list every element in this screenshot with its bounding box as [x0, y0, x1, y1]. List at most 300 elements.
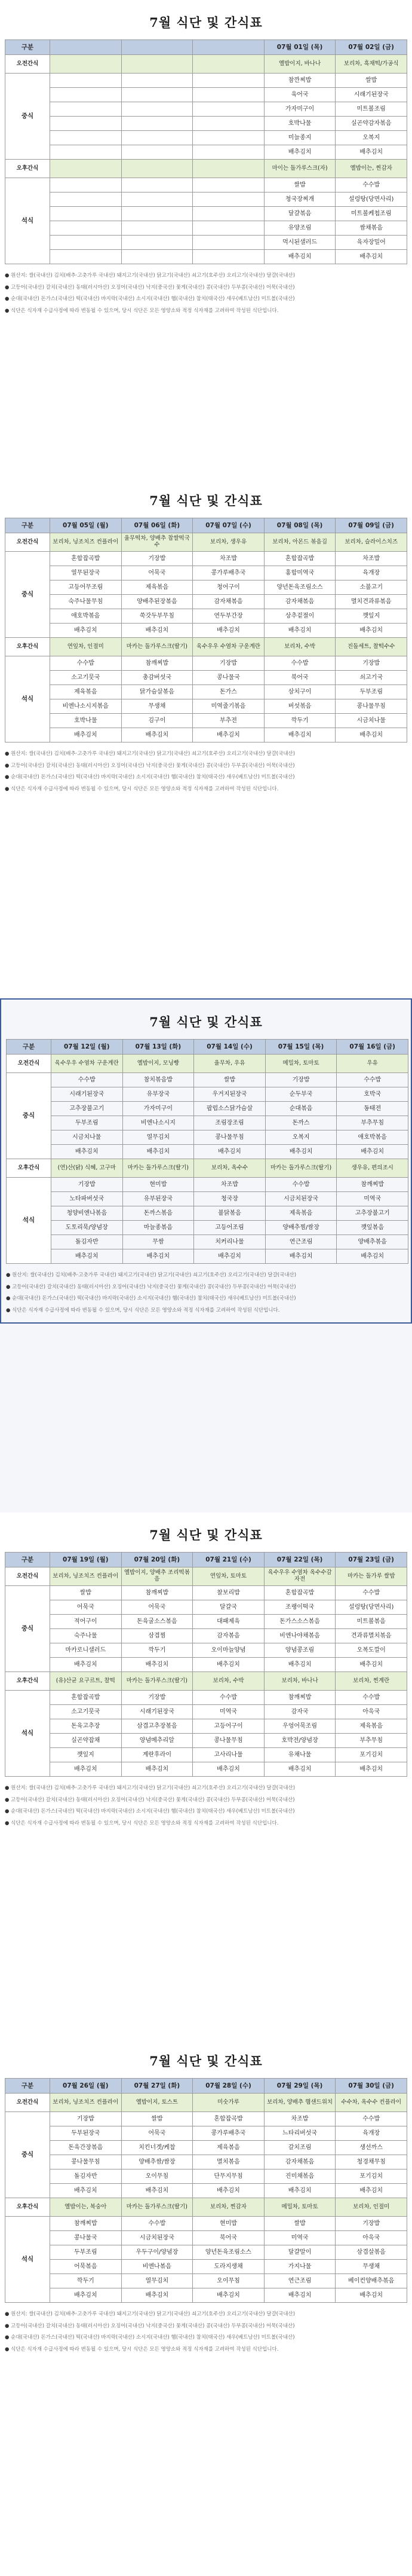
dish-cell: 기장밥: [50, 2112, 122, 2126]
bullet-icon: ●: [5, 307, 11, 314]
day-header: 07월 12일 (월): [51, 1040, 123, 1055]
dish-cell: 유양조림: [264, 221, 336, 236]
dish-cell: 포기김치: [336, 1748, 407, 1762]
dish-cell: 우두구이/양념장: [121, 2245, 193, 2260]
dish-cell: 깻잎볶음: [337, 1221, 408, 1235]
day-header: 07월 27일 (화): [121, 2079, 193, 2094]
dish-cell: 시래기된장국: [121, 1705, 193, 1719]
dinner-row: [5, 1748, 407, 1762]
dinner-row: [5, 1691, 407, 1705]
am-snack: [5, 1567, 407, 1586]
snack-cell: (연)산(닭) 식혜, 고구마: [51, 1159, 123, 1178]
lunch-row: [5, 566, 407, 580]
dish-cell: 비엔나볶음: [121, 2260, 193, 2274]
day-header: 07월 15일 (목): [265, 1040, 337, 1055]
dish-cell: 도라지생채: [193, 2260, 265, 2274]
dish-cell: 혼합잡곡밥: [50, 1691, 122, 1705]
dish-cell: 고추장불고기: [337, 1206, 408, 1221]
dish-cell: 수수밥: [336, 178, 407, 192]
dinner-row: [7, 1221, 408, 1235]
dish-cell: 고추장불고기: [51, 1102, 123, 1116]
header-label: 구분: [5, 40, 50, 55]
dish-cell: 배추김치: [51, 1249, 123, 1264]
dish-cell: 감자볶음: [193, 1629, 265, 1643]
bullet-icon: ●: [6, 1307, 13, 1313]
dish-cell: 치킨너겟/케찹: [121, 2141, 193, 2155]
lunch-row: [5, 1629, 407, 1643]
dish-cell: 돈육간장볶음: [50, 2141, 122, 2155]
dinner-row: [7, 1206, 408, 1221]
dish-cell: [193, 221, 265, 236]
dish-cell: 배추김치: [264, 624, 336, 638]
lunch-row: [5, 145, 407, 160]
snack-cell: 보리차, 찐감자: [193, 2198, 265, 2217]
dish-cell: 시금치된장국: [121, 2231, 193, 2245]
dish-cell: 비엔나야채볶음: [264, 1629, 336, 1643]
dish-cell: [193, 178, 265, 192]
dinner-row: [5, 250, 407, 264]
dish-cell: 호박나물: [50, 714, 122, 728]
origin-notes: [6, 1270, 408, 1316]
dish-cell: 숙주나물무침: [50, 595, 122, 609]
snack-cell: 미숫가루: [193, 2094, 265, 2112]
header-row: [5, 2079, 407, 2094]
dish-cell: 고등어조림: [194, 1221, 266, 1235]
dish-cell: 수수밥: [337, 1073, 408, 1087]
week-title: 7월 식단 및 간식표: [149, 493, 263, 508]
lunch-row: [7, 1087, 408, 1102]
header-label: 구분: [5, 2079, 50, 2094]
snack-cell: 옐밥이는, 복숭아: [50, 2198, 122, 2217]
bullet-icon: ●: [5, 2346, 11, 2352]
note-text: 고등어(국내산) 갈치(국내산) 동태(러시아산) 오징어(국내산) 낙지(중국산) 꽃게(국내산) 콩(국내산) 두부콩(국내산) 어묵(국내산): [11, 2323, 295, 2329]
dish-cell: 조랭이떡국: [264, 1600, 336, 1615]
lunch-row: [7, 1102, 408, 1116]
week-section: [0, 2039, 412, 2565]
am-snack: [7, 1055, 408, 1073]
header-label: 구분: [7, 1040, 51, 1055]
dish-cell: 청국장찌개: [264, 192, 336, 207]
note-line: [5, 2321, 407, 2333]
dish-cell: 제육볶음: [121, 580, 193, 595]
pm-snack-label: 오후간식: [5, 160, 50, 178]
dish-cell: 콩가루배추국: [193, 2126, 265, 2141]
dish-cell: 미역줄기볶음: [193, 699, 265, 714]
dish-cell: 북어국: [193, 2231, 265, 2245]
dish-cell: 갈치조림: [264, 2141, 336, 2155]
snack-cell: 보리차, 닝조치즈 컨플라이: [50, 2094, 122, 2112]
day-header: 07월 01일 (목): [264, 40, 336, 55]
dish-cell: 연근조림: [264, 2274, 336, 2288]
dish-cell: 차조밥: [193, 552, 265, 566]
lunch-label: 중식: [5, 552, 50, 638]
dish-cell: [121, 102, 193, 117]
dish-cell: 달걀말이: [264, 2245, 336, 2260]
am-snack-label: 오전간식: [5, 2094, 50, 2112]
dish-cell: 설렁탕(당면사리): [336, 1600, 407, 1615]
dish-cell: 어묵국: [121, 566, 193, 580]
snack-cell: [193, 160, 265, 178]
dish-cell: 비엔나소시지: [122, 1116, 194, 1130]
dish-cell: 소고기뭇국: [50, 1705, 122, 1719]
dish-cell: 제육볶음: [336, 1719, 407, 1734]
dish-cell: [193, 236, 265, 250]
dish-cell: 마늘종볶음: [122, 1221, 194, 1235]
lunch-label: 중식: [5, 1586, 50, 1672]
dish-cell: 양배추찜/쌈장: [265, 1221, 337, 1235]
dish-cell: 배추김치: [121, 728, 193, 742]
snack-cell: 수수차, 옥수수 컨플라이: [336, 2094, 407, 2112]
snack-cell: [121, 55, 193, 74]
dish-cell: 배추김치: [51, 1145, 123, 1159]
dish-cell: 배추김치: [122, 1249, 194, 1264]
dish-cell: 미늘종지: [264, 131, 336, 145]
dish-cell: 배추김치: [193, 624, 265, 638]
bullet-icon: ●: [5, 762, 11, 769]
dish-cell: 팝럽소스닭가슴살: [194, 1102, 266, 1116]
dish-cell: 수수밥: [265, 1178, 337, 1192]
dish-cell: 호박나물: [264, 117, 336, 131]
dish-cell: 배추김치: [336, 250, 407, 264]
menu-table: [5, 2078, 407, 2303]
lunch-row: [5, 1586, 407, 1600]
dish-cell: 미역국: [193, 1705, 265, 1719]
dish-cell: 배추김치: [336, 1762, 407, 1777]
dish-cell: 달걀볶음: [264, 207, 336, 221]
bullet-icon: ●: [5, 2334, 11, 2341]
week-title: 7월 식단 및 간식표: [149, 1014, 263, 1029]
bullet-icon: ●: [5, 786, 11, 792]
dish-cell: 양년돈육조림소스: [193, 2245, 265, 2260]
dinner-row: [5, 2231, 407, 2245]
dish-cell: [50, 117, 122, 131]
note-text: 원산지: 쌀(국내산) 김치(배추·고춧가루 국내산) 돼지고기(국내산) 닭고기(국내산) 쇠고기(호주산) 오리고기(국내산) 달걀(국내산): [12, 1272, 297, 1278]
dish-cell: 시금치나물: [51, 1130, 123, 1145]
dish-cell: 오복지: [336, 131, 407, 145]
dish-cell: 참깨찌밥: [264, 1691, 336, 1705]
dinner-label: 석식: [7, 1178, 51, 1264]
dish-cell: [50, 145, 122, 160]
note-line: [5, 1806, 407, 1818]
snack-cell: 메밀차, 토마토: [265, 1055, 337, 1073]
dish-cell: 깻잎지: [50, 1748, 122, 1762]
lunch-row: [5, 552, 407, 566]
dinner-label: 석식: [5, 2217, 50, 2303]
snack-cell: 보리차, 바나나: [264, 1672, 336, 1691]
note-text: 순대(국내산) 돈가스(국내산) 떡(국내산) 바지락(국내산) 소시지(국내산) 햄(국내산) 참치(태국산) 새우(베트남산) 미트볼(국내산): [11, 2334, 295, 2341]
dish-cell: 콩나물무침: [194, 1130, 266, 1145]
dish-cell: 돈가스: [193, 685, 265, 699]
day-header: 07월 23일 (금): [336, 1553, 407, 1567]
dish-cell: 단무지무침: [193, 2169, 265, 2184]
dish-cell: 콩나물무침: [336, 699, 407, 714]
header-row: [5, 40, 407, 55]
dish-cell: 삼겹고추장볶음: [121, 1719, 193, 1734]
dish-cell: 무생채: [121, 699, 193, 714]
dinner-row: [5, 2260, 407, 2274]
dish-cell: 도토리묵/양념장: [51, 1221, 123, 1235]
snack-cell: 옐밥이지, 토스트: [121, 2094, 193, 2112]
dish-cell: 달걀국: [193, 1600, 265, 1615]
dish-cell: 쌀밥: [194, 1073, 266, 1087]
dish-cell: 우엉어묵조림: [264, 1719, 336, 1734]
dish-cell: 유부장국: [122, 1087, 194, 1102]
note-text: 원산지: 쌀(국내산) 김치(배추·고춧가루 국내산) 돼지고기(국내산) 닭고기(국내산) 쇠고기(호주산) 오리고기(국내산) 달걀(국내산): [11, 273, 296, 279]
week-title: 7월 식단 및 간식표: [149, 1527, 263, 1542]
snack-cell: (유)산균 요구르트, 찰떡: [50, 1672, 122, 1691]
lunch-row: [5, 102, 407, 117]
dish-cell: 부추무침: [337, 1116, 408, 1130]
dish-cell: 배추김치: [265, 1249, 337, 1264]
lunch-row: [5, 1658, 407, 1672]
snack-cell: 보리차, 인절미: [336, 2198, 407, 2217]
day-header: 07월 02일 (금): [336, 40, 407, 55]
pm-snack-label: 오후간식: [5, 2198, 50, 2217]
snack-cell: 보리차, 닝조치즈 컨플라이: [50, 1567, 122, 1586]
dish-cell: 제육볶음: [193, 2141, 265, 2155]
snack-cell: 마카는 돌가루스크(딸기): [121, 638, 193, 656]
bullet-icon: ●: [6, 1272, 13, 1278]
dish-cell: 기장밥: [193, 656, 265, 671]
dinner-row: [7, 1235, 408, 1249]
origin-notes: [5, 748, 407, 795]
dish-cell: 배추김치: [264, 2184, 336, 2198]
day-header: 07월 16일 (금): [337, 1040, 408, 1055]
snack-cell: 진돌세트, 찰떡수수: [336, 638, 407, 656]
dish-cell: 마카로니샐러드: [50, 1643, 122, 1658]
dish-cell: 두부조림: [50, 2245, 122, 2260]
dish-cell: 숙주나물: [50, 1629, 122, 1643]
dish-cell: 참깨찌밥: [121, 656, 193, 671]
header-row: [5, 518, 407, 533]
dish-cell: [193, 117, 265, 131]
dinner-label: 석식: [5, 178, 50, 264]
dinner-row: [5, 714, 407, 728]
dish-cell: 배추김치: [264, 250, 336, 264]
header-row: [5, 1553, 407, 1567]
dish-cell: 배추김치: [50, 2288, 122, 2303]
snack-cell: [50, 55, 122, 74]
dish-cell: 가자미구이: [264, 102, 336, 117]
note-line: [5, 1818, 407, 1830]
dish-cell: 멸치볶음: [193, 2155, 265, 2169]
dish-cell: 돌김자반: [50, 2169, 122, 2184]
note-text: 원산지: 쌀(국내산) 김치(배추·고춧가루 국내산) 돼지고기(국내산) 닭고기(국내산) 쇠고기(호주산) 오리고기(국내산) 달걀(국내산): [11, 751, 296, 757]
dish-cell: 유부된장국: [122, 1192, 194, 1206]
dish-cell: 혼합잡곡밥: [50, 552, 122, 566]
snack-cell: [193, 55, 265, 74]
dish-cell: 버섯볶음: [264, 699, 336, 714]
am-snack-label: 오전간식: [7, 1055, 51, 1073]
note-line: [5, 784, 407, 796]
dish-cell: 배추김치: [336, 624, 407, 638]
dish-cell: 무쌈: [122, 1235, 194, 1249]
snack-cell: [121, 160, 193, 178]
dinner-label: 석식: [5, 656, 50, 742]
dish-cell: [121, 145, 193, 160]
note-line: [5, 2332, 407, 2344]
dish-cell: 쌀밥: [121, 2112, 193, 2126]
dish-cell: 배추김치: [194, 1145, 266, 1159]
dish-cell: 수수밥: [121, 2217, 193, 2231]
lunch-row: [5, 580, 407, 595]
dish-cell: 수수밥: [264, 656, 336, 671]
dish-cell: 육자장밀어: [336, 236, 407, 250]
dish-cell: 양년돈육조림소스: [264, 580, 336, 595]
day-header: 07월 13일 (화): [122, 1040, 194, 1055]
dish-cell: 혼합잡곡밥: [264, 1586, 336, 1600]
dish-cell: 혼합잡곡밥: [264, 552, 336, 566]
dish-cell: 미트볼케첩조림: [336, 207, 407, 221]
dish-cell: 콩나물무침: [50, 2155, 122, 2169]
snack-cell: 육수우우 수염차 옥수수감자전: [264, 1567, 336, 1586]
dish-cell: 기장밥: [51, 1178, 123, 1192]
dish-cell: 북어국: [264, 671, 336, 685]
origin-notes: [5, 270, 407, 317]
dinner-row: [5, 192, 407, 207]
dish-cell: 양배추볶음: [337, 1235, 408, 1249]
day-header: 07월 29일 (목): [264, 2079, 336, 2094]
note-line: [5, 282, 407, 294]
dish-cell: 배추김치: [336, 2184, 407, 2198]
bullet-icon: ●: [5, 1820, 11, 1826]
dish-cell: [193, 192, 265, 207]
snack-cell: 보리차, 찐계란: [336, 1672, 407, 1691]
day-header: [121, 40, 193, 55]
dish-cell: 수수밥: [336, 1586, 407, 1600]
dish-cell: 참깨찌밥: [50, 2217, 122, 2231]
dish-cell: 기장밥: [336, 656, 407, 671]
pm-snack: [5, 160, 407, 178]
dish-cell: 돈육고추장: [50, 1719, 122, 1734]
note-line: [6, 1282, 408, 1294]
dish-cell: 청경채무침: [336, 2155, 407, 2169]
bullet-icon: ●: [5, 774, 11, 781]
dish-cell: [50, 88, 122, 102]
note-line: [5, 270, 407, 282]
dish-cell: 청국장: [194, 1192, 266, 1206]
dish-cell: 배추김치: [121, 624, 193, 638]
dish-cell: 배추김치: [264, 728, 336, 742]
dinner-row: [7, 1249, 408, 1264]
dinner-row: [5, 2274, 407, 2288]
dish-cell: [50, 236, 122, 250]
dish-cell: [121, 117, 193, 131]
dish-cell: 배추김치: [193, 2288, 265, 2303]
dish-cell: 깍두기: [121, 1643, 193, 1658]
snack-cell: 마카는 돌가루스크(딸기): [121, 2198, 193, 2217]
dish-cell: 기장밥: [121, 1691, 193, 1705]
dinner-row: [5, 656, 407, 671]
dish-cell: 배추김치: [193, 1658, 265, 1672]
day-header: 07월 19일 (월): [50, 1553, 122, 1567]
snack-cell: 보리차, 아몬드 볶음김: [264, 533, 336, 552]
dish-cell: 돈가스소스볶음: [264, 1615, 336, 1629]
am-snack: [5, 55, 407, 74]
dinner-row: [5, 2245, 407, 2260]
header-label: 구분: [5, 1553, 50, 1567]
bullet-icon: ●: [5, 1796, 11, 1803]
bullet-icon: ●: [5, 2311, 11, 2317]
dish-cell: [121, 74, 193, 88]
dish-cell: 시래기된장국: [336, 88, 407, 102]
dish-cell: 포기김치: [336, 2169, 407, 2184]
note-text: 식단은 식자재 수급사정에 따라 변동될 수 있으며, 당시 식단은 모든 영양소와 적정 식자재를 고려하여 작성된 식단입니다.: [11, 1820, 279, 1826]
dish-cell: 현미밥: [193, 2217, 265, 2231]
note-line: [6, 1270, 408, 1282]
dish-cell: 쌀밥: [336, 74, 407, 88]
dish-cell: 진미채볶음: [264, 2169, 336, 2184]
day-header: 07월 08일 (목): [264, 518, 336, 533]
week-section: [0, 478, 412, 998]
lunch-row: [5, 2155, 407, 2169]
note-text: 식단은 식자재 수급사정에 따라 변동될 수 있으며, 당시 식단은 모든 영양소와 적정 식자재를 고려하여 작성된 식단입니다.: [11, 2346, 279, 2352]
dinner-row: [5, 2217, 407, 2231]
lunch-row: [7, 1145, 408, 1159]
dish-cell: 열무김치: [122, 1130, 194, 1145]
header-label: 구분: [5, 518, 50, 533]
dish-cell: 삼치구이: [264, 685, 336, 699]
dish-cell: 배추김치: [121, 1762, 193, 1777]
origin-notes: [5, 2309, 407, 2355]
day-header: 07월 21일 (수): [193, 1553, 265, 1567]
dish-cell: 쌈채볶음: [336, 221, 407, 236]
dinner-row: [5, 699, 407, 714]
dish-cell: 수수밥: [193, 1691, 265, 1705]
dish-cell: 돈까스: [265, 1116, 337, 1130]
dish-cell: 고사리나물: [193, 1748, 265, 1762]
dish-cell: 육개장: [336, 2126, 407, 2141]
day-header: 07월 05일 (월): [50, 518, 122, 533]
lunch-row: [5, 624, 407, 638]
dish-cell: 배추김치: [264, 1658, 336, 1672]
dish-cell: 깻잎지: [336, 609, 407, 624]
note-text: 식단은 식자재 수급사정에 따라 변동될 수 있으며, 당시 식단은 모든 영양소와 적정 식자재를 고려하여 작성된 식단입니다.: [11, 307, 279, 314]
dinner-row: [7, 1178, 408, 1192]
dish-cell: [121, 192, 193, 207]
dinner-row: [5, 221, 407, 236]
snack-cell: 보리차, 양배추 햄샌드위치: [264, 2094, 336, 2112]
dish-cell: 배추김치: [50, 1658, 122, 1672]
dish-cell: [50, 221, 122, 236]
day-header: 07월 22일 (목): [264, 1553, 336, 1567]
note-text: 순대(국내산) 돈가스(국내산) 떡(국내산) 바지락(국내산) 소시지(국내산) 햄(국내산) 참치(태국산) 새우(베트남산) 미트볼(국내산): [11, 296, 295, 302]
dish-cell: 순두부국: [265, 1087, 337, 1102]
lunch-row: [5, 1643, 407, 1658]
dish-cell: 감자채볶음: [193, 595, 265, 609]
dish-cell: 수수밥: [51, 1073, 123, 1087]
am-snack: [5, 533, 407, 552]
snack-cell: 마카는 돌가루 쌀밥: [336, 1567, 407, 1586]
dish-cell: 아욱국: [336, 2231, 407, 2245]
dish-cell: 열무된장국: [50, 566, 122, 580]
dish-cell: 순대볶음: [265, 1102, 337, 1116]
dish-cell: 불닭볶음: [194, 1206, 266, 1221]
dish-cell: 감자채볶음: [264, 595, 336, 609]
pm-snack: [5, 2198, 407, 2217]
dish-cell: 두부조림: [336, 685, 407, 699]
dish-cell: [50, 102, 122, 117]
lunch-row: [5, 74, 407, 88]
snack-cell: [50, 160, 122, 178]
dish-cell: 삼겹찜: [121, 1629, 193, 1643]
dish-cell: 두부조림: [51, 1116, 123, 1130]
note-line: [5, 305, 407, 317]
dish-cell: 소고기뭇국: [50, 671, 122, 685]
dish-cell: 육어국: [264, 88, 336, 102]
dish-cell: 제육볶음: [265, 1206, 337, 1221]
dish-cell: 양념콩조림: [264, 1643, 336, 1658]
